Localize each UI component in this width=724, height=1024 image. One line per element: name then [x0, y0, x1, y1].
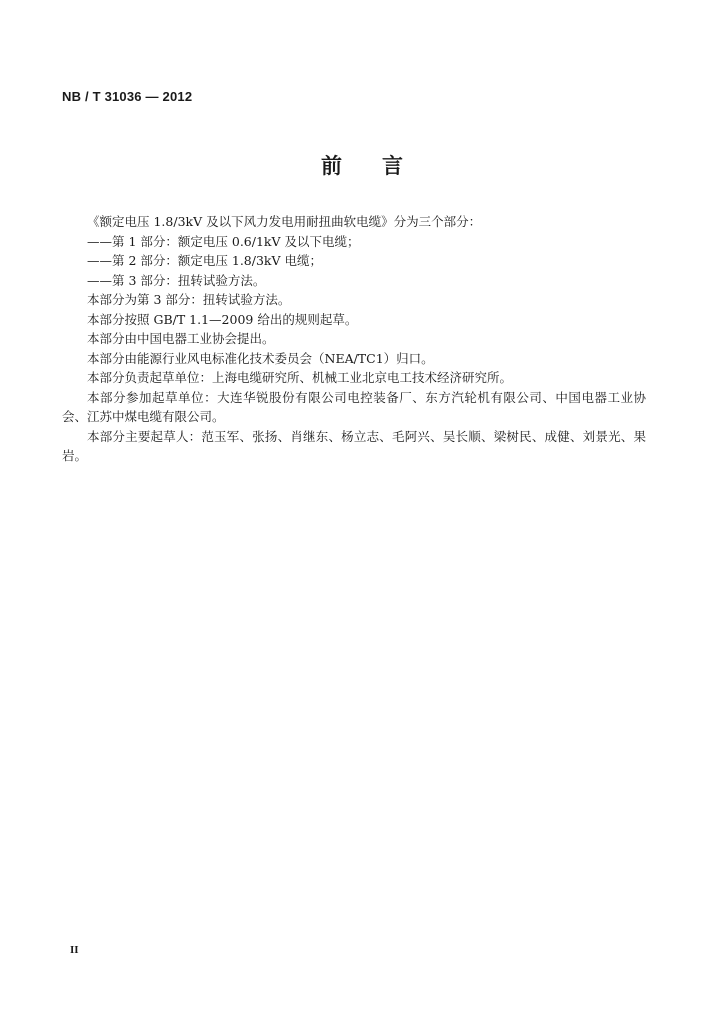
paragraph-participating-drafters: 本部分参加起草单位：大连华锐股份有限公司电控装备厂、东方汽轮机有限公司、中国电器工业协会、江苏中煤电缆有限公司。: [62, 389, 646, 424]
preface-body: [62, 212, 646, 466]
paragraph-main-drafters: 本部分主要起草人：范玉军、张扬、肖继东、杨立志、毛阿兴、吴长顺、梁树民、成健、刘景光、果岩。: [62, 428, 646, 463]
paragraph-lead-drafters: 本部分负责起草单位：上海电缆研究所、机械工业北京电工技术经济研究所。: [87, 370, 513, 385]
list-item-part3: ——第 3 部分：扭转试验方法。: [87, 272, 266, 288]
page-number: II: [70, 944, 79, 956]
list-item-part2: ——第 2 部分：额定电压 1.8/3kV 电缆；: [87, 253, 322, 268]
paragraph-this-part: 本部分为第 3 部分：扭转试验方法。: [87, 292, 291, 307]
paragraph-drafting-rules: 本部分按照 GB/T 1.1—2009 给出的规则起草。: [87, 311, 358, 327]
paragraph-intro: 《额定电压 1.8/3kV 及以下风力发电用耐扭曲软电缆》分为三个部分：: [87, 214, 482, 229]
standard-code: NB / T 31036 — 2012: [62, 89, 193, 104]
paragraph-proposer: 本部分由中国电器工业协会提出。: [87, 331, 275, 346]
paragraph-committee: 本部分由能源行业风电标准化技术委员会（NEA/TC1）归口。: [87, 350, 434, 366]
list-item-part1: ——第 1 部分：额定电压 0.6/1kV 及以下电缆；: [87, 233, 360, 249]
page-title: 前言: [321, 153, 443, 178]
